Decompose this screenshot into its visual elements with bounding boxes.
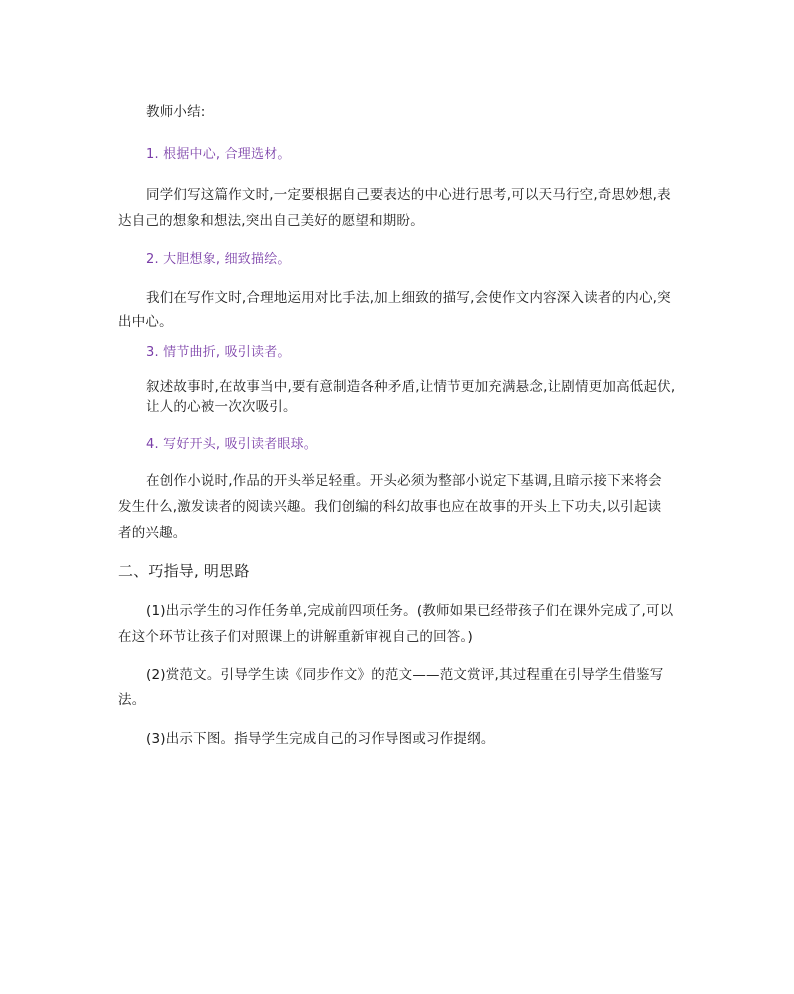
point-4-body-line-3: 者的兴趣。: [118, 525, 187, 541]
point-3-title: 3. 情节曲折, 吸引读者。: [146, 345, 291, 360]
point-1-body-line-2: 达自己的想象和想法,突出自己美好的愿望和期盼。: [118, 213, 424, 229]
point-3-body-line-2: 让人的心被一次次吸引。: [146, 399, 297, 415]
point-1-title: 1. 根据中心, 合理选材。: [146, 147, 291, 162]
point-2-body-line-1: 我们在写作文时,合理地运用对比手法,加上细致的描写,会使作文内容深入读者的内心,突: [146, 290, 671, 306]
section-2-heading: 二、巧指导, 明思路: [118, 562, 250, 580]
step-3-line: (3)出示下图。指导学生完成自己的习作导图或习作提纲。: [146, 731, 495, 747]
point-2-body-line-2: 出中心。: [118, 314, 173, 330]
point-4-body-line-1: 在创作小说时,作品的开头举足轻重。开头必须为整部小说定下基调,且暗示接下来将会: [146, 473, 662, 489]
point-4-body-line-2: 发生什么,激发读者的阅读兴趣。我们创编的科幻故事也应在故事的开头上下功夫,以引起读: [118, 499, 662, 515]
step-1-line-1: (1)出示学生的习作任务单,完成前四项任务。(教师如果已经带孩子们在课外完成了,可以: [146, 603, 674, 619]
point-2-title: 2. 大胆想象, 细致描绘。: [146, 252, 291, 267]
step-2-line-2: 法。: [118, 692, 146, 708]
point-1-body-line-1: 同学们写这篇作文时,一定要根据自己要表达的中心进行思考,可以天马行空,奇思妙想,表: [146, 187, 671, 203]
step-2-line-1: (2)赏范文。引导学生读《同步作文》的范文——范文赏评,其过程重在引导学生借鉴写: [146, 667, 664, 683]
point-4-title: 4. 写好开头, 吸引读者眼球。: [146, 437, 318, 452]
point-3-body-line-1: 叙述故事时,在故事当中,要有意制造各种矛盾,让情节更加充满悬念,让剧情更加高低起伏,: [146, 379, 676, 395]
teacher-summary-label: 教师小结:: [146, 104, 206, 120]
step-1-line-2: 在这个环节让孩子们对照课上的讲解重新审视自己的回答。): [118, 629, 473, 645]
